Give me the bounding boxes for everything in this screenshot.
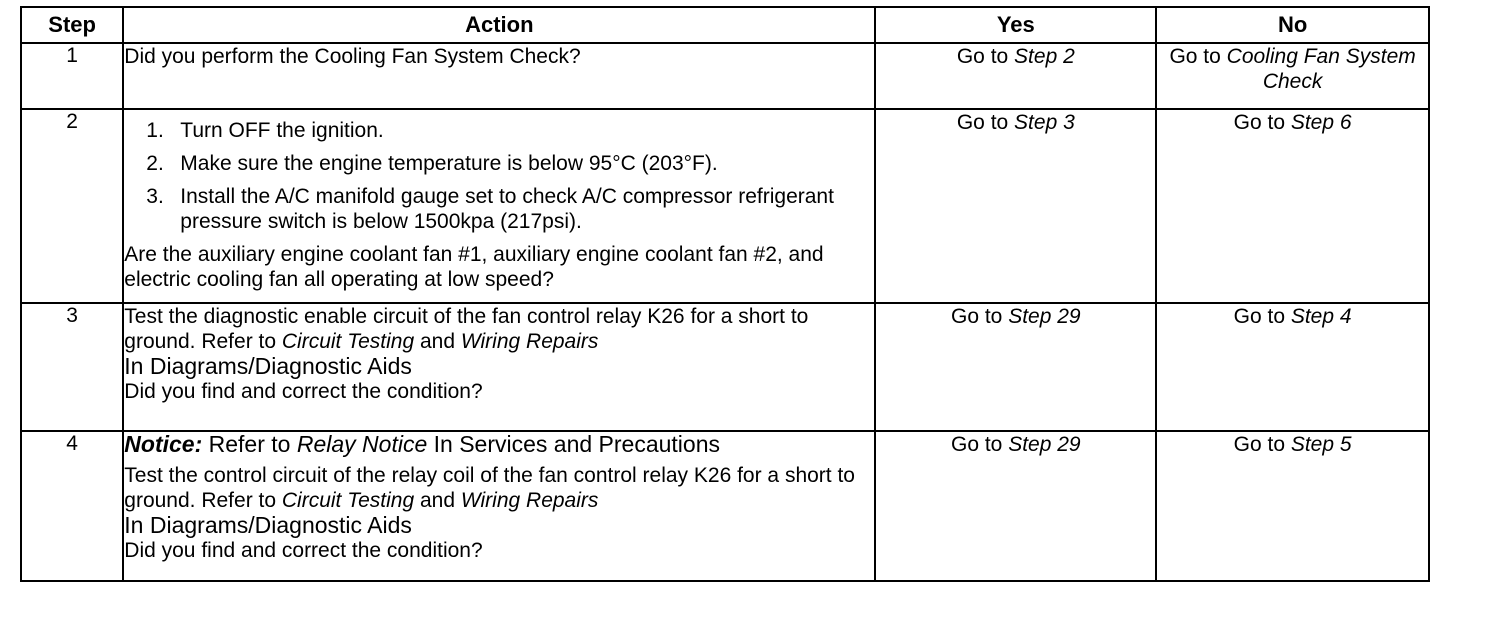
yes-link[interactable]: Step 2	[1014, 45, 1075, 68]
no-link[interactable]: Step 4	[1290, 305, 1352, 328]
action-text: Test the control circuit of the relay coil of the fan control relay K26 for a short to ground. Refer to Circuit Testing and Wiring Repairs	[124, 464, 855, 512]
header-no: No	[1156, 7, 1429, 43]
ref-link[interactable]: Relay Notice	[296, 431, 428, 457]
ref-link[interactable]: Circuit Testing	[281, 489, 415, 512]
notice-label: Notice:	[124, 431, 203, 457]
action-question: Did you find and correct the condition?	[124, 539, 483, 562]
diagnostic-table	[20, 6, 1430, 582]
step-number: 4	[21, 431, 123, 581]
table-row	[21, 431, 1429, 581]
no-link[interactable]: Step 5	[1290, 433, 1352, 456]
no-cell: Go to Step 4	[1156, 303, 1429, 431]
action-text: Test the diagnostic enable circuit of the fan control relay K26 for a short to ground. Refer to Circuit Testing and Wiring Repairs	[124, 305, 809, 353]
header-action: Action	[123, 7, 875, 43]
yes-link[interactable]: Step 3	[1014, 111, 1075, 134]
table-row	[21, 43, 1429, 109]
header-yes: Yes	[875, 7, 1156, 43]
no-cell	[1156, 43, 1429, 109]
action-subline: In Diagrams/Diagnostic Aids	[124, 353, 412, 379]
header-row	[21, 7, 1429, 43]
no-link[interactable]: Cooling Fan System Check	[1226, 45, 1416, 93]
step-number: 1	[21, 43, 123, 109]
no-cell: Go to Step 5	[1156, 431, 1429, 581]
yes-link[interactable]: Step 29	[1008, 305, 1081, 328]
substep-item: 3. Install the A/C manifold gauge set to check A/C compressor refrigerant pressure switch is below 1500kpa (217psi).	[146, 185, 834, 233]
ref-link[interactable]: Wiring Repairs	[460, 330, 599, 353]
table-row	[21, 109, 1429, 303]
ref-link[interactable]: Wiring Repairs	[460, 489, 599, 512]
substep-item: 2. Make sure the engine temperature is below 95°C (203°F).	[146, 152, 718, 175]
action-subline: In Diagrams/Diagnostic Aids	[124, 512, 412, 538]
action-cell	[123, 303, 875, 431]
yes-cell: Go to Step 29	[875, 303, 1156, 431]
action-cell	[123, 43, 875, 109]
no-link[interactable]: Step 6	[1290, 111, 1352, 134]
action-question: Are the auxiliary engine coolant fan #1, auxiliary engine coolant fan #2, and electric cooling fan all operating at low speed?	[124, 243, 824, 291]
action-cell	[123, 431, 875, 581]
no-prefix: Go to	[1169, 45, 1227, 68]
table-row	[21, 303, 1429, 431]
action-text: Did you perform the Cooling Fan System Check?	[124, 45, 581, 68]
yes-prefix: Go to	[956, 45, 1015, 68]
yes-cell: Go to Step 29	[875, 431, 1156, 581]
ref-link[interactable]: Circuit Testing	[281, 330, 415, 353]
no-cell: Go to Step 6	[1156, 109, 1429, 303]
yes-link[interactable]: Step 29	[1008, 433, 1081, 456]
header-step: Step	[21, 7, 123, 43]
yes-cell	[875, 43, 1156, 109]
action-question: Did you find and correct the condition?	[124, 380, 483, 403]
step-number: 2	[21, 109, 123, 303]
action-cell	[123, 109, 875, 303]
substep-list	[124, 118, 874, 234]
substep-item: 1. Turn OFF the ignition.	[146, 119, 384, 142]
step-number: 3	[21, 303, 123, 431]
notice-line: Notice: Refer to Relay Notice In Services and Precautions	[124, 431, 721, 457]
yes-cell: Go to Step 3	[875, 109, 1156, 303]
